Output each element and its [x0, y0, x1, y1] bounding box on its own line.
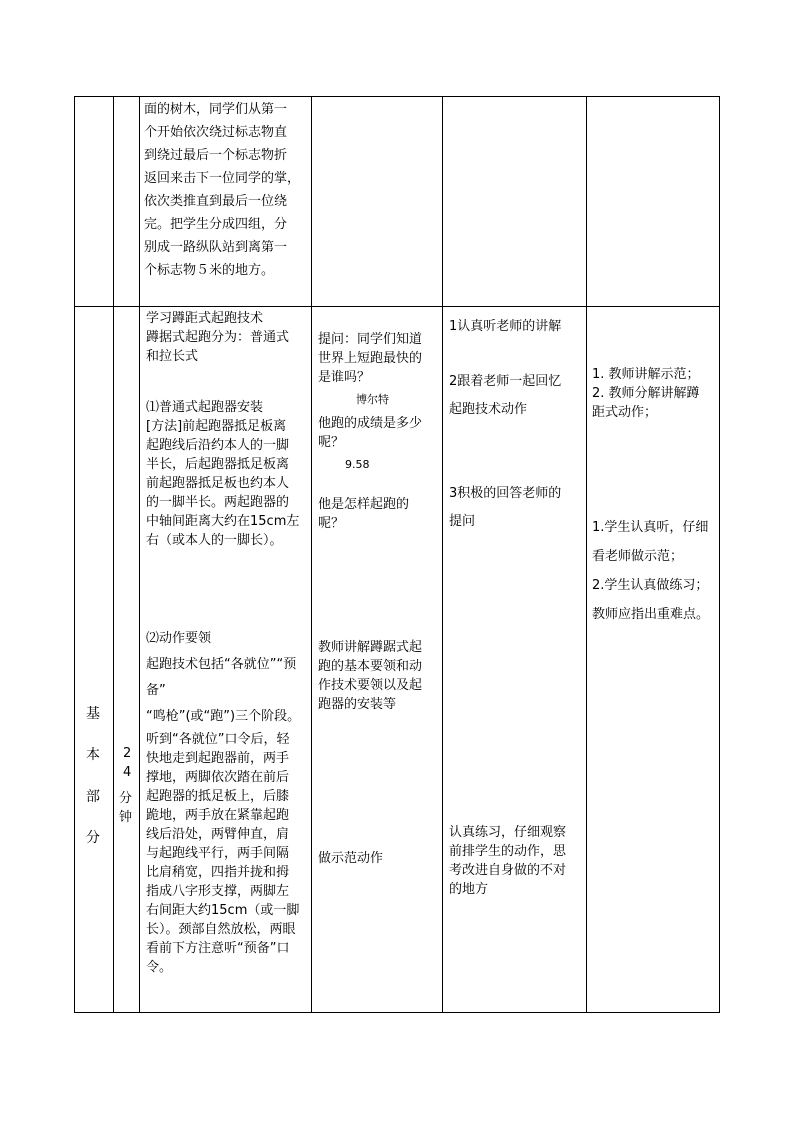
text-line: 到绕过最后一个标志物折 [144, 148, 288, 163]
text-line: 2跟着老师一起回忆 [449, 374, 562, 389]
text-line: 起跑技术动作 [449, 402, 528, 417]
content-part2-body [146, 730, 299, 977]
text-line: 比肩稍宽，四指并拢和拇 [146, 865, 290, 880]
text-line: 的地方 [449, 882, 489, 897]
text-line: 跑器的安装等 [318, 697, 397, 712]
duration-digit: 2 [123, 746, 132, 761]
teacher-question-3 [318, 495, 409, 533]
text-line: 1.学生认真听，仔细 [592, 520, 709, 535]
text-line: 2. 教师分解讲解蹲 [592, 386, 700, 401]
text-line: 前起跑器抵足板也约本人 [146, 476, 290, 491]
teacher-question-1 [318, 330, 422, 387]
table-border-bottom [74, 1012, 720, 1013]
teacher-answer-2: 9.58 [345, 458, 370, 471]
text-line: 3积极的回答老师的 [449, 486, 562, 501]
duration-unit: 钟 [119, 810, 133, 825]
text-line: 起跑技术包括“各就位”“预 [146, 657, 297, 672]
text-line: 教师讲解蹲踞式起 [318, 640, 423, 655]
duration-unit: 分 [119, 791, 133, 806]
text-line: 跑的基本要领和动 [318, 659, 423, 674]
content-intro [146, 309, 289, 366]
teacher-explanation [318, 638, 422, 714]
text-line: 令。 [146, 960, 173, 975]
table-col-divider [139, 96, 140, 1013]
text-line: [方法]前起跑器抵足板离 [146, 419, 287, 434]
text-line: 中轴间距离大约在15cm左 [146, 514, 300, 529]
text-line: ⑵动作要领 [146, 631, 212, 646]
top-row-content [144, 98, 300, 282]
text-line: 半长，后起跑器抵足板离 [146, 457, 290, 472]
text-line: 面的树木，同学们从第一 [144, 102, 288, 117]
table-border-left [74, 96, 75, 1013]
text-line: 依次类推直到最后一位绕 [144, 194, 288, 209]
text-line: “鸣枪”(或“跑”)三个阶段。 [146, 709, 301, 724]
content-part1 [146, 398, 299, 550]
section-char: 基 [86, 706, 100, 722]
teacher-answer-1: 博尔特 [356, 393, 389, 406]
text-line: 起跑线后沿约本人的一脚 [146, 438, 290, 453]
section-char: 部 [86, 789, 100, 805]
text-line: 作技术要领以及起 [318, 678, 423, 693]
teacher-demo: 做示范动作 [318, 851, 384, 866]
student-activity-3 [449, 480, 561, 536]
section-char: 本 [86, 747, 100, 763]
text-line: 听到“各就位”口令后，轻 [146, 732, 290, 747]
text-line: 快地走到起跑器前，两手 [146, 751, 290, 766]
text-line: 蹲据式起跑分为：普通式 [146, 330, 290, 345]
text-line: 个标志物５米的地方。 [144, 263, 275, 278]
table-border-right [719, 96, 720, 1013]
text-line: 他是怎样起跑的 [318, 497, 410, 512]
text-line: 的一脚半长。两起跑器的 [146, 495, 290, 510]
text-line: ⑴普通式起跑器安装 [146, 400, 264, 415]
table-col-divider [311, 96, 312, 1013]
text-line: 考改进自身做的不对 [449, 863, 567, 878]
text-line: 教师应指出重难点。 [592, 607, 710, 622]
text-line: 提问：同学们知道 [318, 332, 423, 347]
text-line: 与起跑线平行，两手间隔 [146, 846, 290, 861]
method-2 [592, 513, 709, 629]
text-line: 起跑器的抵足板上，后膝 [146, 789, 290, 804]
text-line: 别成一路纵队站到离第一 [144, 240, 288, 255]
text-line: 前排学生的动作，思 [449, 844, 567, 859]
text-line: 完。把学生分成四组，分 [144, 217, 288, 232]
text-line: 提问 [449, 514, 476, 529]
text-line: 学习蹲距式起跑技术 [146, 311, 264, 326]
text-line: 认真练习，仔细观察 [449, 825, 567, 840]
text-line: 备” [146, 683, 166, 698]
text-line: 指成八字形支撑，两脚左 [146, 884, 290, 899]
content-part2-heading [146, 626, 300, 730]
text-line: 和拉长式 [146, 349, 199, 364]
text-line: 他跑的成绩是多少 [318, 416, 423, 431]
student-activity-1: 1认真听老师的讲解 [449, 319, 562, 334]
text-line: 距式动作； [592, 405, 658, 420]
table-row-divider [74, 306, 720, 307]
text-line: 线后沿处，两臂伸直，肩 [146, 827, 290, 842]
text-line: 2.学生认真做练习； [592, 578, 709, 593]
teacher-question-2 [318, 414, 422, 452]
text-line: 看前下方注意听“预备”口 [146, 941, 290, 956]
table-col-divider [586, 96, 587, 1013]
text-line: 看老师做示范； [592, 549, 684, 564]
text-line: 个开始依次绕过标志物直 [144, 125, 288, 140]
duration-digit: 4 [123, 765, 132, 780]
text-line: 1. 教师讲解示范； [592, 367, 700, 382]
text-line: 呢？ [318, 435, 345, 450]
table-col-divider [442, 96, 443, 1013]
method-1 [592, 365, 700, 422]
text-line: 呢？ [318, 516, 345, 531]
student-activity-2 [449, 368, 561, 424]
text-line: 右（或本人的一脚长）。 [146, 533, 283, 548]
text-line: 跪地，两手放在紧靠起跑 [146, 808, 290, 823]
text-line: 世界上短跑最快的 [318, 351, 423, 366]
text-line: 撑地，两脚依次踏在前后 [146, 770, 290, 785]
text-line: 返回来击下一位同学的掌， [144, 171, 301, 186]
table-col-divider [113, 96, 114, 1013]
text-line: 长）。颈部自然放松，两眼 [146, 922, 296, 937]
table-border-top [74, 96, 720, 97]
student-activity-4 [449, 823, 566, 899]
text-line: 是谁吗？ [318, 370, 371, 385]
text-line: 右间距大约15cm（或一脚 [146, 903, 300, 918]
section-char: 分 [86, 830, 100, 846]
